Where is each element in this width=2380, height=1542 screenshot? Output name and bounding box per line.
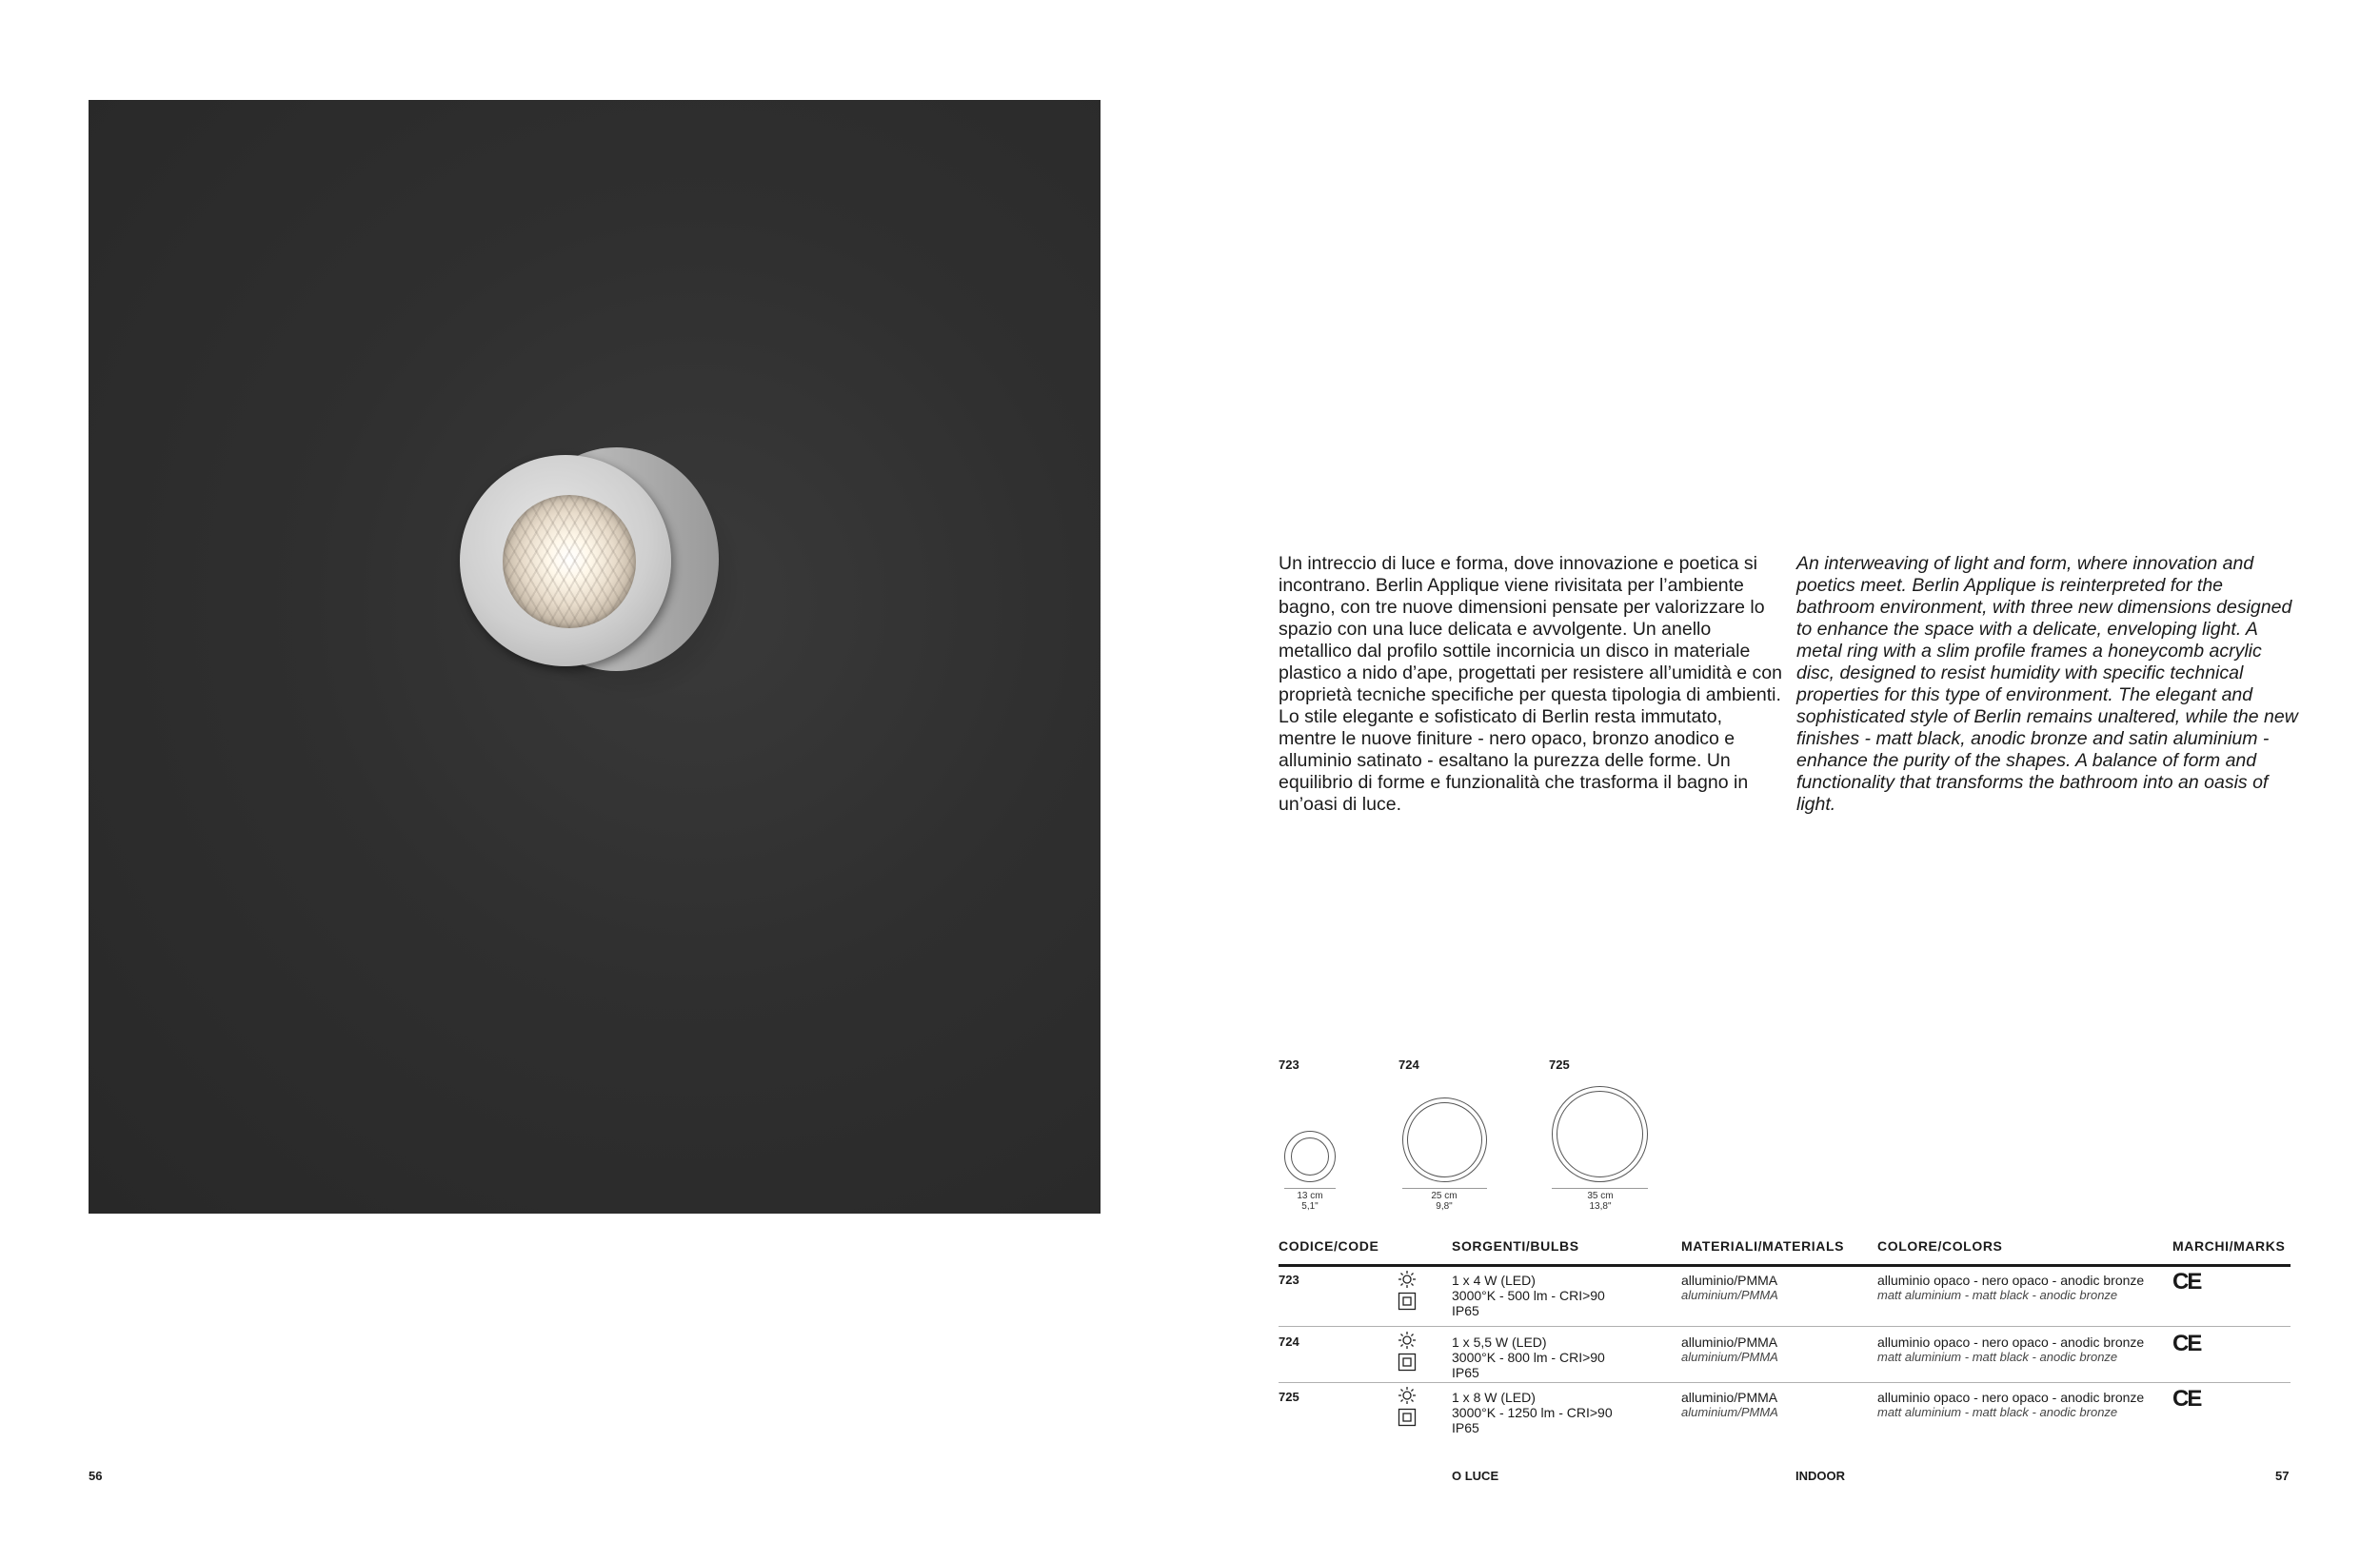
row-724-bulb-specs: 3000°K - 800 lm - CRI>90 xyxy=(1452,1350,1605,1365)
diagram-724-cm: 25 cm xyxy=(1431,1191,1458,1201)
row-723-material-en: aluminium/PMMA xyxy=(1681,1288,1778,1302)
diagram-723-baseline xyxy=(1284,1188,1336,1189)
row-723-bulb-specs: 3000°K - 500 lm - CRI>90 xyxy=(1452,1288,1605,1303)
header-marks: MARCHI/MARKS xyxy=(2172,1238,2286,1254)
row-725-colors-en: matt aluminium - matt black - anodic bronze xyxy=(1877,1405,2118,1419)
row-725-material-it: alluminio/PMMA xyxy=(1681,1390,1778,1405)
row-725-code: 725 xyxy=(1279,1390,1299,1404)
footer-brand: O LUCE xyxy=(1452,1469,1499,1483)
ce-mark: CE xyxy=(2172,1269,2201,1295)
page-number-right: 57 xyxy=(2275,1469,2290,1483)
header-bulbs: SORGENTI/BULBS xyxy=(1452,1238,1579,1254)
diagram-723-inner xyxy=(1291,1137,1329,1176)
led-bulb-icon xyxy=(1398,1270,1417,1289)
diagram-724-label: 724 xyxy=(1398,1058,1419,1072)
row-723-bulb-ip: IP65 xyxy=(1452,1303,1479,1318)
row-725-material-en: aluminium/PMMA xyxy=(1681,1405,1778,1419)
row-724-colors-en: matt aluminium - matt black - anodic bronze xyxy=(1877,1350,2118,1364)
row-725-bulb-specs: 3000°K - 1250 lm - CRI>90 xyxy=(1452,1405,1613,1420)
lamp-honeycomb-texture xyxy=(503,495,636,628)
row-723-colors-it: alluminio opaco - nero opaco - anodic bronze xyxy=(1877,1273,2145,1288)
footer-section: INDOOR xyxy=(1795,1469,1845,1483)
row-725-colors-it: alluminio opaco - nero opaco - anodic bronze xyxy=(1877,1390,2145,1405)
row-724-colors-it: alluminio opaco - nero opaco - anodic bronze xyxy=(1877,1334,2145,1350)
header-colors: COLORE/COLORS xyxy=(1877,1238,2003,1254)
row-724-material-en: aluminium/PMMA xyxy=(1681,1350,1778,1364)
led-bulb-icon xyxy=(1398,1386,1417,1405)
table-row-divider xyxy=(1279,1326,2291,1327)
header-code: CODICE/CODE xyxy=(1279,1238,1379,1254)
ce-mark: CE xyxy=(2172,1386,2201,1412)
led-bulb-icon xyxy=(1398,1331,1417,1350)
insulation-class-icon xyxy=(1398,1408,1417,1427)
row-723-colors-en: matt aluminium - matt black - anodic bronze xyxy=(1877,1288,2118,1302)
row-723-bulb-power: 1 x 4 W (LED) xyxy=(1452,1273,1536,1288)
insulation-class-icon xyxy=(1398,1292,1417,1311)
diagram-724-baseline xyxy=(1402,1188,1487,1189)
diagram-723-inch: 5,1" xyxy=(1301,1201,1319,1212)
diagram-725-inner xyxy=(1557,1091,1643,1177)
ce-mark: CE xyxy=(2172,1331,2201,1356)
diagram-725-label: 725 xyxy=(1549,1058,1570,1072)
diagram-724-inch: 9,8" xyxy=(1436,1201,1453,1212)
row-724-bulb-ip: IP65 xyxy=(1452,1365,1479,1380)
diagram-723-cm: 13 cm xyxy=(1297,1191,1323,1201)
row-724-code: 724 xyxy=(1279,1334,1299,1349)
page-number-left: 56 xyxy=(89,1469,103,1483)
row-725-bulb-ip: IP65 xyxy=(1452,1420,1479,1435)
row-725-bulb-power: 1 x 8 W (LED) xyxy=(1452,1390,1536,1405)
row-724-bulb-power: 1 x 5,5 W (LED) xyxy=(1452,1334,1547,1350)
table-header-rule xyxy=(1279,1264,2291,1267)
diagram-725-baseline xyxy=(1552,1188,1648,1189)
row-723-material-it: alluminio/PMMA xyxy=(1681,1273,1778,1288)
row-723-code: 723 xyxy=(1279,1273,1299,1287)
diagram-723-label: 723 xyxy=(1279,1058,1299,1072)
diagram-724-inner xyxy=(1407,1102,1482,1177)
description-italian: Un intreccio di luce e forma, dove innovazione e poetica si incontrano. Berlin Applique viene rivisitata per l’ambiente bagno, con tre nuove dimensioni pensate per valorizzare lo spazio con una luce delicata e avvolgente. Un anello metallico dal profilo sottile incornicia un disco in materiale plastico a nido d’ape, progettati per resistere all’umidità e con proprietà tecniche specifiche per questa tipologia di ambienti. Lo stile elegante e sofisticato di Berlin resta immutato, mentre le nuove finiture - nero opaco, bronzo anodico e alluminio satinato - esaltano la purezza delle forme. Un equilibrio di forme e funzionalità che trasforma il bagno in un’oasi di luce. xyxy=(1279,553,1782,815)
diagram-725-inch: 13,8" xyxy=(1589,1201,1612,1212)
row-724-material-it: alluminio/PMMA xyxy=(1681,1334,1778,1350)
diagram-725-cm: 35 cm xyxy=(1587,1191,1614,1201)
insulation-class-icon xyxy=(1398,1353,1417,1372)
table-row-divider xyxy=(1279,1382,2291,1383)
description-english: An interweaving of light and form, where innovation and poetics meet. Berlin Applique is reinterpreted for the bathroom environment, with three new dimensions designed to enhance the space with a delicate, enveloping light. A metal ring with a slim profile frames a honeycomb acrylic disc, designed to resist humidity with specific technical properties for this type of environment. The elegant and sophisticated style of Berlin remains unaltered, while the new finishes - matt black, anodic bronze and satin aluminium - enhance the purity of the shapes. A balance of form and functionality that transforms the bathroom into an oasis of light. xyxy=(1796,553,2298,815)
header-materials: MATERIALI/MATERIALS xyxy=(1681,1238,1845,1254)
